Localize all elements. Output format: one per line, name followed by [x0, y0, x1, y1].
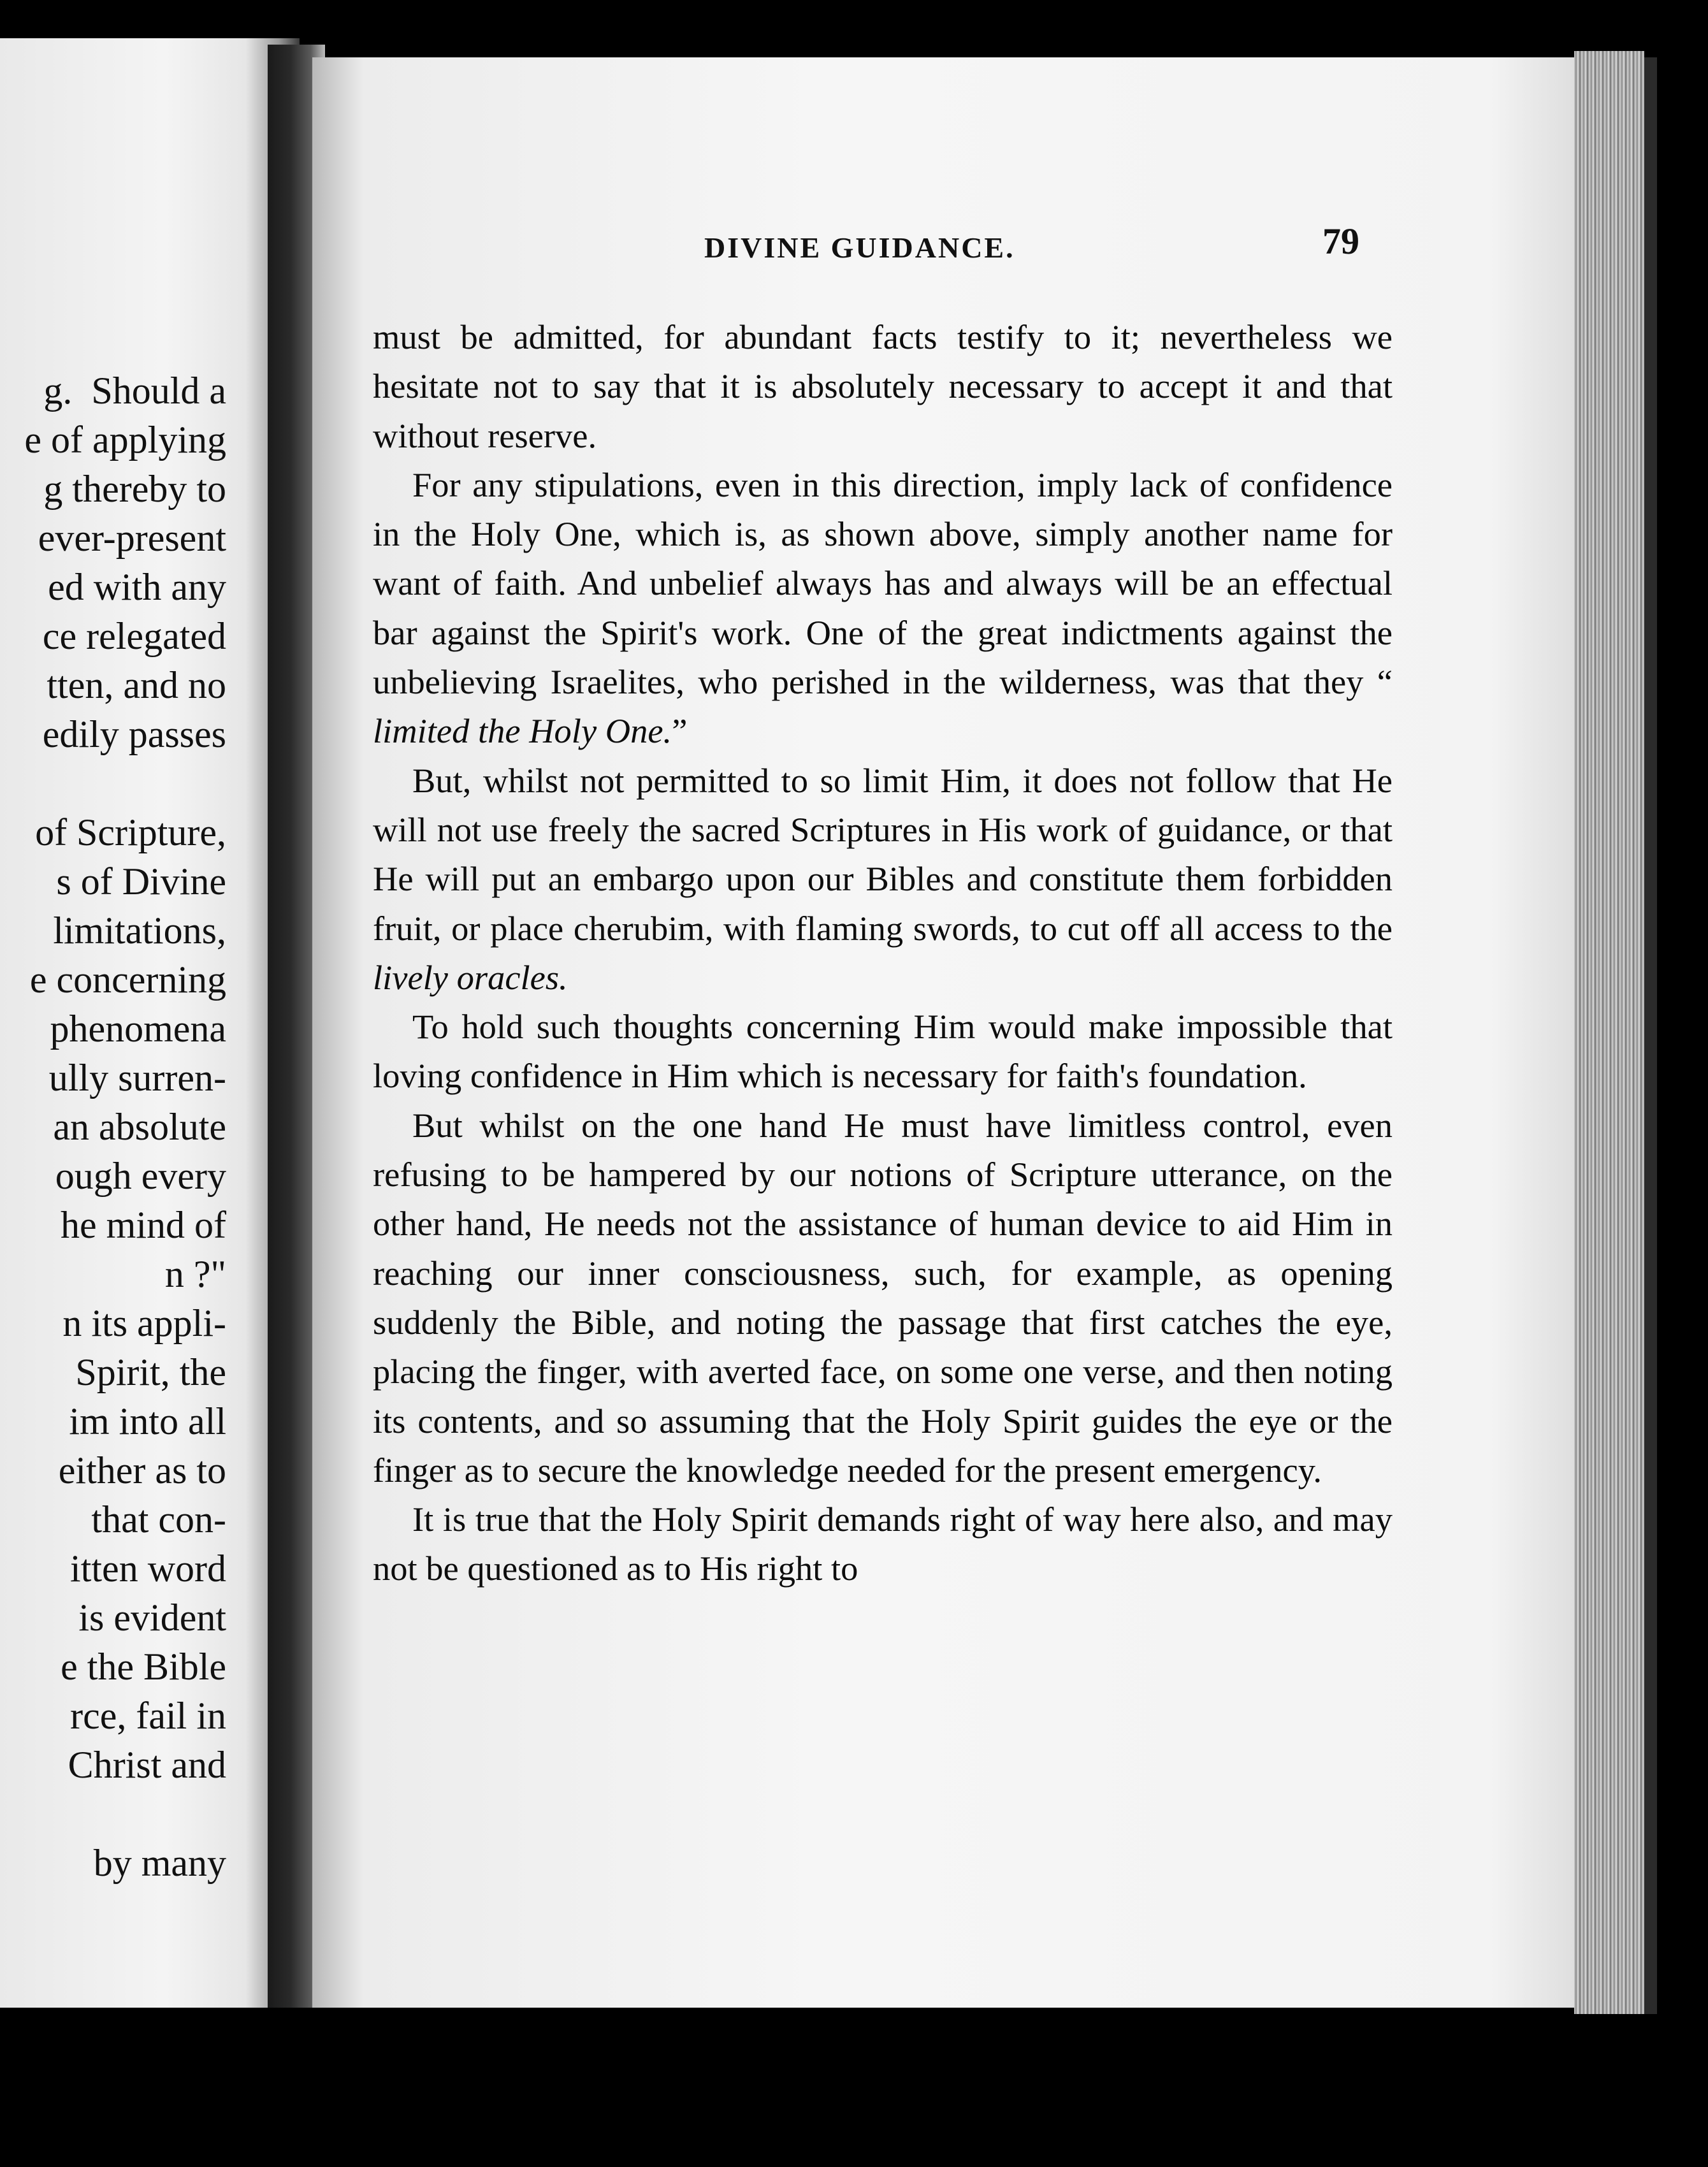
paragraph — [373, 1495, 1393, 1593]
text-run: But, whilst not permitted to so limit Him, it does not follow that He will not use freely the sacred Scriptures in His work of guidance, or that He will put an embargo upon our Bibles and constitute them forbidden fruit, or place cherubim, with flaming swords, to cut off all access to the — [373, 760, 1393, 948]
paragraph — [373, 756, 1393, 1002]
left-page-line: n its appli- — [62, 1302, 226, 1344]
left-page-text-fragments — [24, 366, 226, 1888]
left-page-line: itten word — [70, 1547, 226, 1590]
paragraph — [373, 460, 1393, 756]
left-page-line: g. Should a — [43, 370, 226, 412]
left-page-line: that con- — [91, 1498, 226, 1540]
left-page-line: e the Bible — [61, 1646, 226, 1688]
left-page-line: ever-present — [38, 517, 226, 559]
left-page-line — [24, 759, 226, 808]
text-run: It is true that the Holy Spirit demands right of way here also, and may not be questioned as to His right to — [373, 1500, 1393, 1588]
left-page-line: ce relegated — [42, 615, 226, 657]
paragraph — [373, 1002, 1393, 1101]
text-run: But whilst on the one hand He must have limitless control, even refusing to be hampered by our notions of Scripture utterance, on the other hand, He needs not the assistance of human device to aid Him in reaching our inner consciousness, such, for example, as opening suddenly the Bible, and noting the passage that first catches the eye, placing the finger, with averted face, on some one verse, and then noting its contents, and so assuming that the Holy Spirit guides the eye or the finger as to secure the knowledge needed for the present emergency. — [373, 1105, 1393, 1489]
left-page-line: an absolute — [53, 1106, 226, 1148]
left-page-line: by many — [93, 1842, 226, 1884]
left-page-line: Spirit, the — [75, 1351, 226, 1393]
left-page-line: Christ and — [68, 1744, 226, 1786]
page-number: 79 — [1322, 221, 1359, 262]
text-run: must be admitted, for abundant facts testify to it; nevertheless we hesitate not to say that it is absolutely necessary to accept it and that without reserve. — [373, 317, 1393, 455]
paragraph — [373, 312, 1393, 460]
page-edge-stack — [1574, 51, 1644, 2014]
left-page-line: e of applying — [24, 419, 226, 461]
text-run: To hold such thoughts concerning Him would make impossible that loving confidence in Him which is necessary for faith's foundation. — [373, 1007, 1393, 1096]
left-page-line: s of Divine — [56, 860, 226, 902]
left-page-line: rce, fail in — [70, 1695, 226, 1737]
paragraph — [373, 1101, 1393, 1495]
left-page-line: tten, and no — [47, 664, 226, 706]
left-page-line: im into all — [69, 1400, 226, 1442]
left-page-line: is evident — [78, 1597, 226, 1639]
italic-phrase: lively oracles. — [373, 957, 568, 997]
left-page-line: phenomena — [50, 1008, 226, 1050]
left-page-line: n ?" — [164, 1253, 226, 1295]
left-page-line: edily passes — [42, 713, 226, 755]
left-page-line: he mind of — [61, 1204, 226, 1246]
left-page-line: either as to — [58, 1449, 226, 1491]
text-run: For any stipulations, even in this direction, imply lack of confidence in the Holy One, which is, as shown above, simply another name for want of faith. And unbelief always has and always will be an effectual bar against the Spirit's work. One of the great indictments against the unbelieving Israelites, who perished in the wilderness, was that they “ — [373, 465, 1393, 702]
left-page-line: ully surren- — [48, 1057, 226, 1099]
text-run: ” — [672, 711, 688, 751]
body-text — [373, 312, 1393, 1593]
running-head: DIVINE GUIDANCE. — [704, 231, 1015, 264]
left-facing-page — [0, 38, 300, 2008]
cover-edge — [1644, 57, 1657, 2014]
left-page-line: ough every — [55, 1155, 226, 1197]
left-page-line — [24, 1790, 226, 1839]
left-page-line: e concerning — [29, 959, 226, 1001]
left-page-line: of Scripture, — [35, 811, 226, 853]
italic-phrase: limited the Holy One. — [373, 711, 672, 751]
left-page-line: g thereby to — [43, 468, 226, 510]
left-page-line: ed with any — [48, 566, 226, 608]
left-page-line: limitations, — [53, 910, 226, 952]
